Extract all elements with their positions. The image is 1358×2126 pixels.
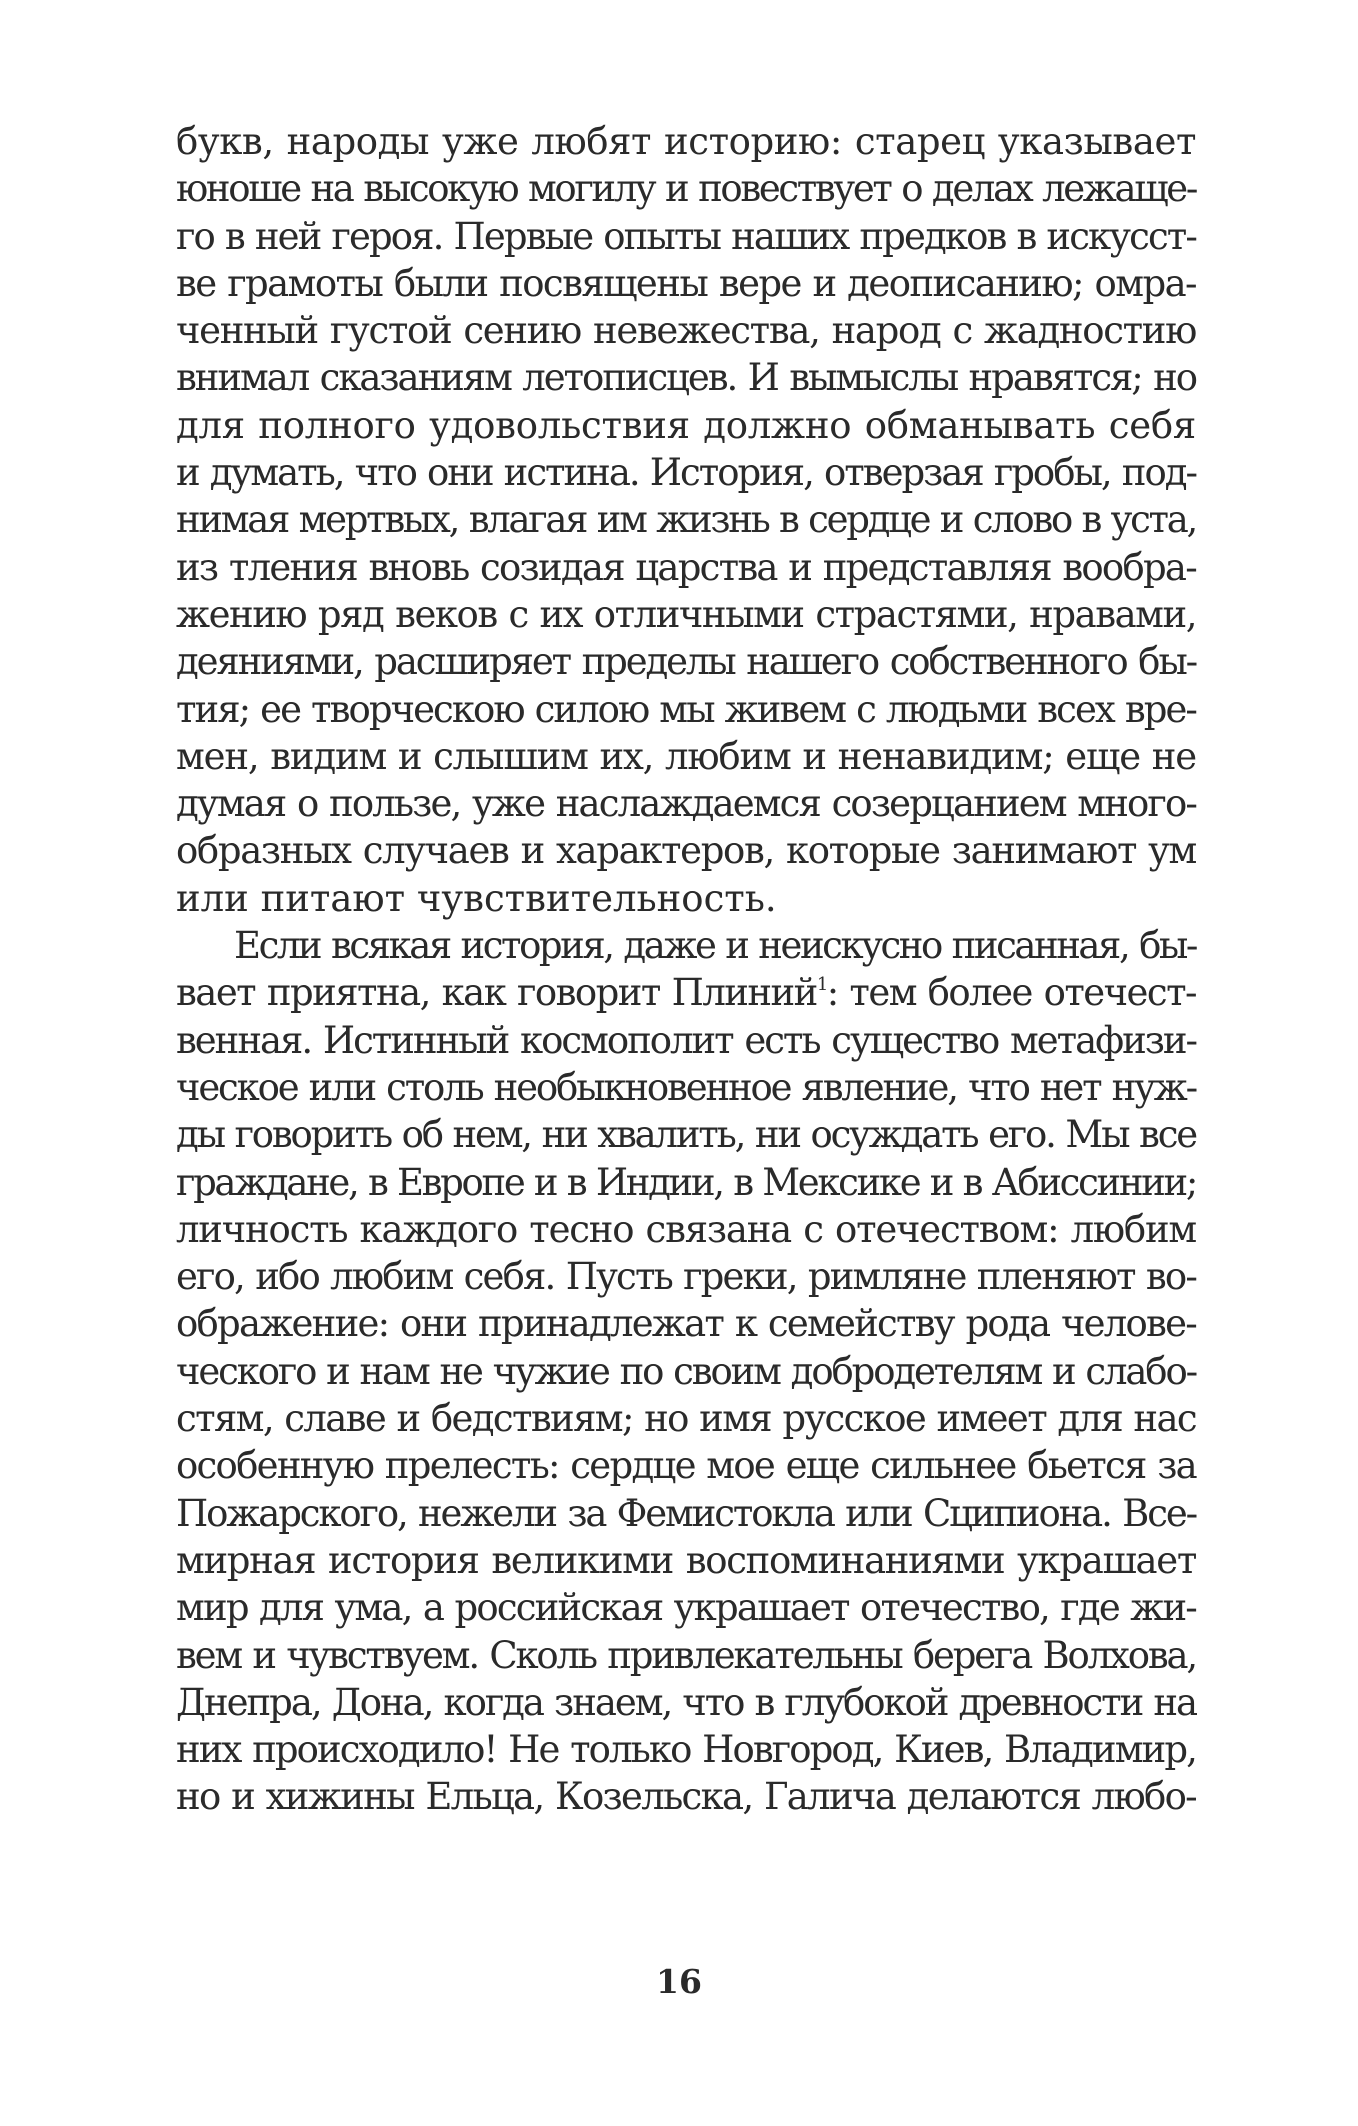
text-line: го в ней героя. Первые опыты наших предков в искусст- — [176, 214, 1196, 258]
text-line: но и хижины Ельца, Козельска, Галича делаются любо- — [176, 1775, 1196, 1819]
text-segment: : тем более отечест- — [826, 971, 1196, 1015]
footnote-reference[interactable]: 1 — [816, 974, 827, 996]
text-line: тия; ее творческою силою мы живем с людьми всех вре- — [176, 687, 1196, 731]
text-line: венная. Истинный космополит есть существо метафизи- — [176, 1018, 1196, 1062]
text-line: Пожарского, нежели за Фемистокла или Сципиона. Все- — [176, 1491, 1196, 1535]
text-line: мирная история великими воспоминаниями украшает — [176, 1538, 1196, 1582]
text-line: букв, народы уже любят историю: старец указывает — [176, 120, 1196, 163]
text-line-with-footnote — [176, 969, 1196, 1016]
text-line: ческого и нам не чужие по своим добродетелям и слабо- — [176, 1349, 1196, 1393]
text-line: Если всякая история, даже и неискусно писанная, бы- — [234, 924, 1196, 968]
text-line: образных случаев и характеров, которые занимают ум — [176, 829, 1196, 873]
text-line: ческое или столь необыкновенное явление, что нет нуж- — [176, 1065, 1196, 1109]
text-line: деяниями, расширяет пределы нашего собственного бы- — [176, 640, 1196, 684]
text-line: Днепра, Дона, когда знаем, что в глубокой древности на — [176, 1680, 1196, 1724]
text-line: или питают чувствительность. — [176, 876, 777, 920]
paragraph-2 — [176, 922, 1196, 1821]
text-line: вем и чувствуем. Сколь привлекательны берега Волхова, — [176, 1633, 1196, 1677]
text-line: думая о пользе, уже наслаждаемся созерцанием много- — [176, 782, 1196, 826]
body-text — [176, 118, 1196, 1821]
text-line: мир для ума, а российская украшает отечество, где жи- — [176, 1586, 1196, 1630]
text-line: и думать, что они истина. История, отверзая гробы, под- — [176, 451, 1196, 495]
text-line: особенную прелесть: сердце мое еще сильнее бьется за — [176, 1444, 1196, 1488]
text-line: них происходило! Не только Новгород, Киев, Владимир, — [176, 1728, 1196, 1772]
text-line: стям, славе и бедствиям; но имя русское имеет для нас — [176, 1397, 1196, 1441]
text-line: ображение: они принадлежат к семейству рода челове- — [176, 1302, 1196, 1346]
text-line: юноше на высокую могилу и повествует о делах лежаще- — [176, 167, 1196, 211]
text-line: нимая мертвых, влагая им жизнь в сердце и слово в уста, — [176, 498, 1196, 542]
text-line: его, ибо любим себя. Пусть греки, римляне пленяют во- — [176, 1255, 1196, 1299]
text-line: личность каждого тесно связана с отечеством: любим — [176, 1207, 1196, 1251]
text-line: мен, видим и слышим их, любим и ненавидим; еще не — [176, 734, 1196, 778]
text-line: внимал сказаниям летописцев. И вымыслы нравятся; но — [176, 356, 1196, 400]
paragraph-1 — [176, 118, 1196, 922]
text-segment: вает приятна, как говорит Плиний — [176, 971, 817, 1015]
text-line: граждане, в Европе и в Индии, в Мексике и в Абиссинии; — [176, 1160, 1196, 1204]
text-line: для полного удовольствия должно обманывать себя — [176, 403, 1196, 447]
text-line: ченный густой сению невежества, народ с жадностию — [176, 309, 1196, 353]
text-line: из тления вновь созидая царства и представляя вообра- — [176, 545, 1196, 589]
text-line: ды говорить об нем, ни хвалить, ни осуждать его. Мы все — [176, 1113, 1196, 1157]
text-line: ве грамоты были посвящены вере и деописанию; омра- — [176, 261, 1196, 305]
page-number: 16 — [656, 1962, 702, 2001]
text-line: жению ряд веков с их отличными страстями, нравами, — [176, 592, 1196, 636]
